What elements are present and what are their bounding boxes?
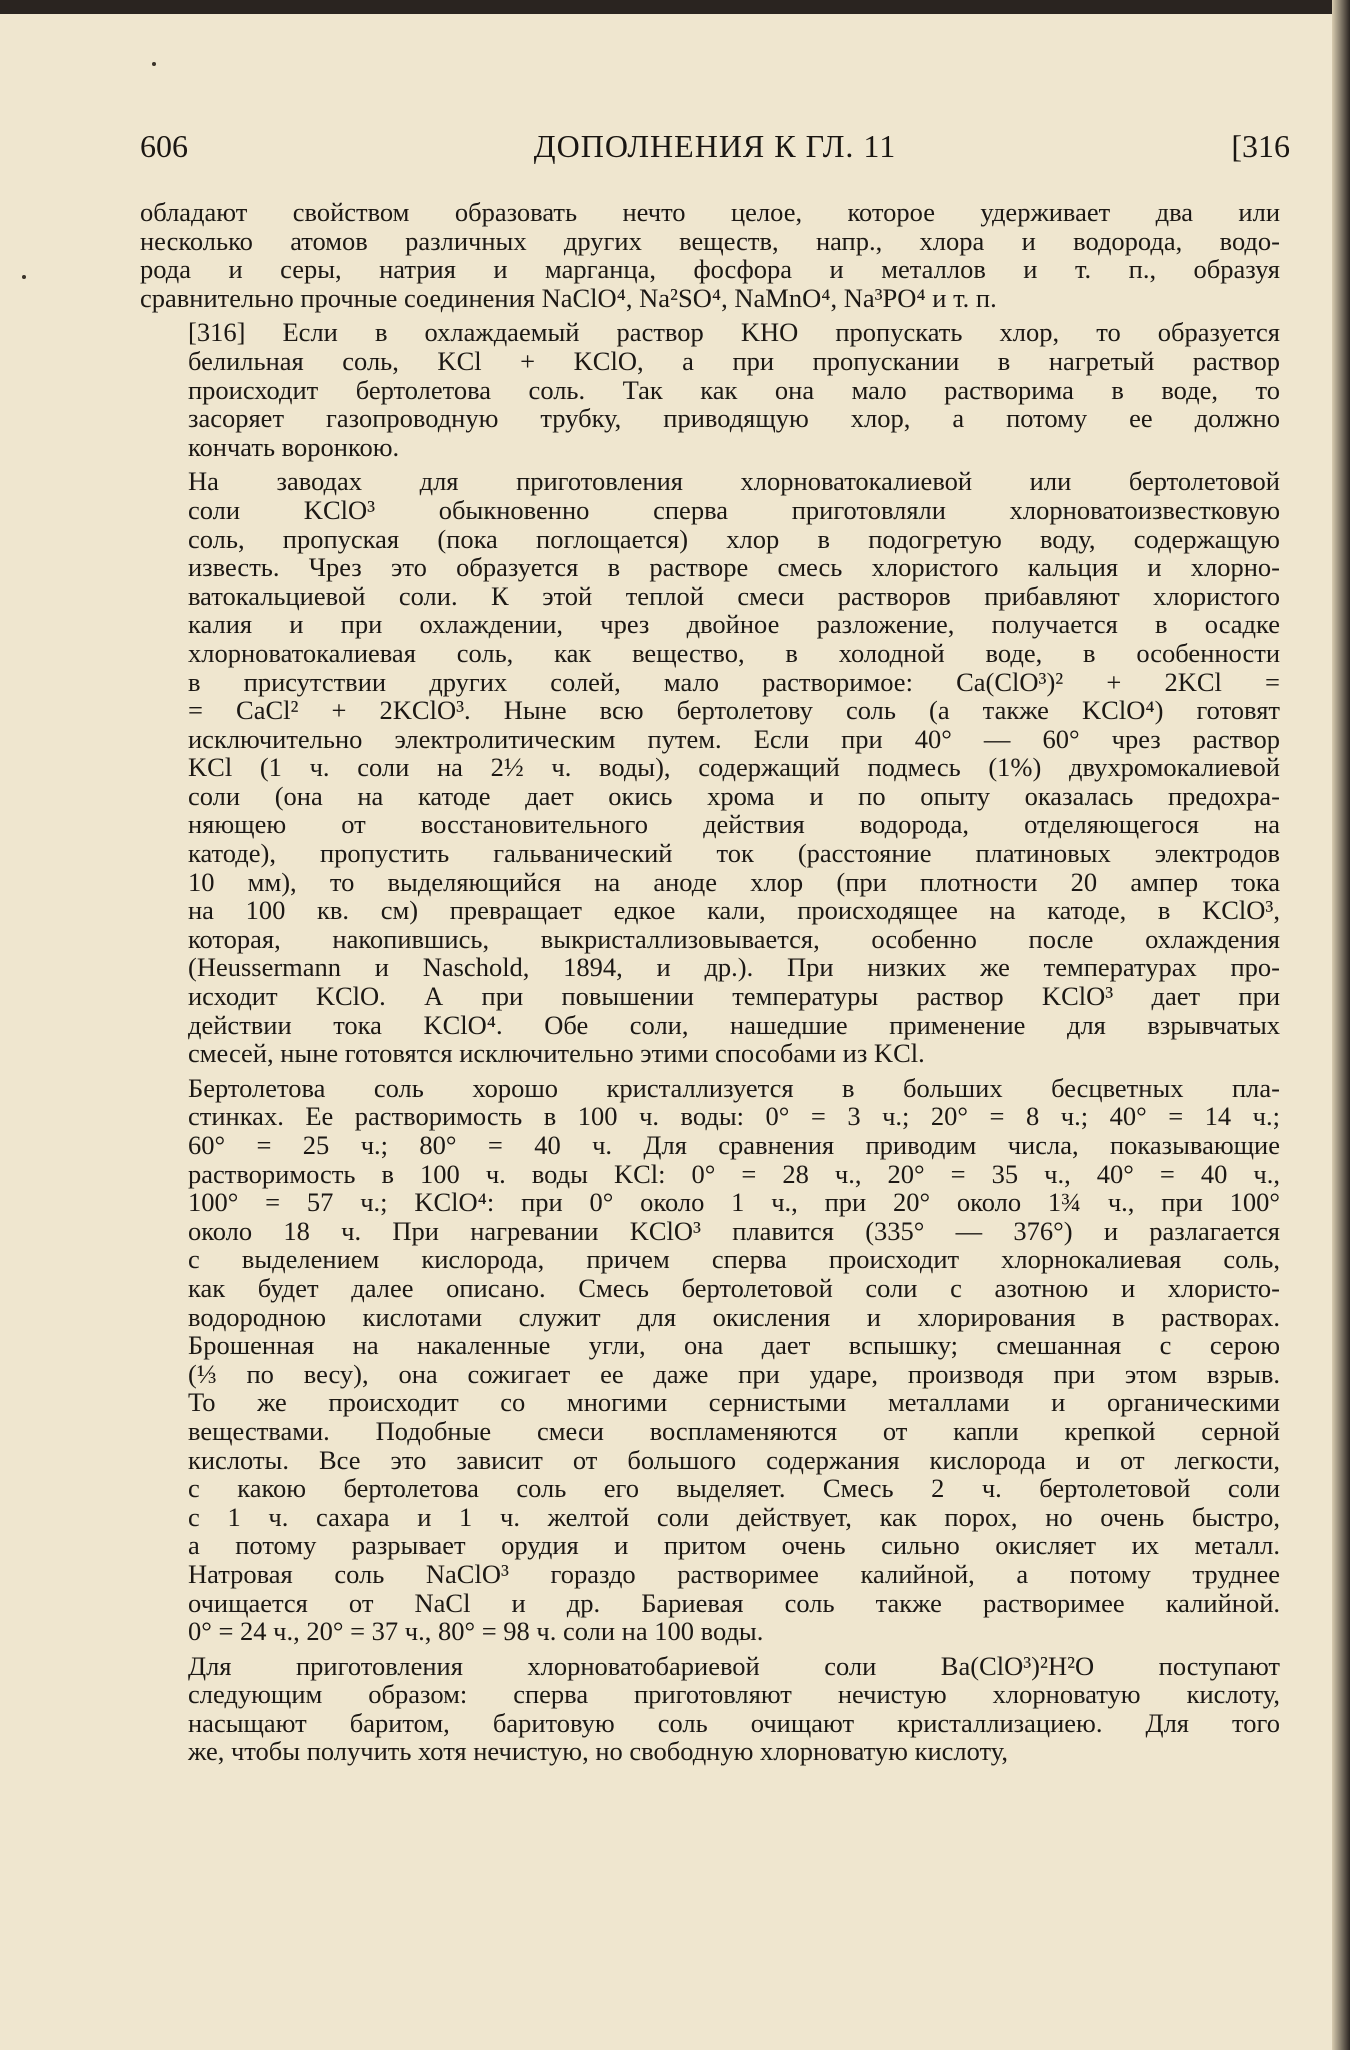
text-line: ватокальциевой соли. К этой теплой смеси растворов прибавляют хлористого (188, 580, 1280, 611)
text-line: кислоты. Все это зависит от большого содержания кислорода и от легкости, (188, 1444, 1280, 1475)
text-line: стинках. Ее растворимость в 100 ч. воды: 0° = 3 ч.; 20° = 8 ч.; 40° = 14 ч.; (188, 1101, 1280, 1132)
text-line: следующим образом: сперва приготовляют нечистую хлорноватую кислоту, (188, 1679, 1280, 1710)
text-line: 100° = 57 ч.; KClO⁴: при 0° около 1 ч., при 20° около 1¾ ч., при 100° (188, 1187, 1280, 1218)
text-line: [316] Если в охлаждаемый раствор KHO пропускать хлор, то образуется (188, 317, 1280, 348)
paragraph (140, 1652, 1280, 1766)
text-line: с какою бертолетова соль его выделяет. Смесь 2 ч. бертолетовой соли (188, 1473, 1280, 1504)
text-line: смесей, ныне готовятся исключительно этими способами из KCl. (188, 1038, 925, 1069)
text-line: рода и серы, натрия и марганца, фосфора и металлов и т. п., образуя (140, 254, 1280, 285)
chapter-title: ДОПОЛНЕНИЯ К ГЛ. 11 (533, 128, 897, 164)
running-header (140, 128, 1290, 168)
text-line: катоде), пропустить гальванический ток (расстояние платиновых электродов (188, 838, 1280, 869)
text-line: 10 мм), то выделяющийся на аноде хлор (при плотности 20 ампер тока (188, 866, 1280, 897)
text-line: насыщают баритом, баритовую соль очищают кристаллизациею. Для того (188, 1707, 1280, 1738)
text-line: соли (она на катоде дает окись хрома и по опыту оказалась предохра- (188, 780, 1280, 811)
text-line: а потому разрывает орудия и притом очень сильно окисляет их металл. (188, 1530, 1280, 1561)
text-line: обладают свойством образовать нечто целое, которое удерживает два или (140, 197, 1280, 227)
paragraph (140, 318, 1280, 461)
text-line: Бертолетова соль хорошо кристаллизуется в больших бесцветных пла- (188, 1072, 1280, 1103)
text-line: исходит KClO. А при повышении температуры раствор KClO³ дает при (188, 981, 1280, 1012)
text-line: Для приготовления хлорноватобариевой соли Ba(ClO³)²H²O поступают (188, 1650, 1280, 1681)
text-line: очищается от NaCl и др. Бариевая соль также растворимее калийной. (188, 1587, 1280, 1618)
body-text (140, 198, 1280, 1766)
text-line: 60° = 25 ч.; 80° = 40 ч. Для сравнения приводим числа, показывающие (188, 1130, 1280, 1160)
text-line: На заводах для приготовления хлорноватокалиевой или бертолетовой (188, 466, 1280, 497)
text-line: в присутствии других солей, мало растворимое: Ca(ClO³)² + 2KCl = (188, 666, 1280, 697)
note-reference: [316 (1231, 128, 1290, 164)
scan-border-right (1332, 0, 1350, 2050)
print-speck (152, 62, 156, 66)
text-line: соли KClO³ обыкновенно сперва приготовляли хлорноватоизвестковую (188, 494, 1280, 525)
text-line: как будет далее описано. Смесь бертолетовой соли с азотною и хлористо- (188, 1272, 1280, 1303)
print-speck (22, 275, 26, 279)
text-line: действии тока KClO⁴. Обе соли, нашедшие применение для взрывчатых (188, 1009, 1280, 1040)
text-line: хлорноватокалиевая соль, как вещество, в холодной воде, в особенности (188, 637, 1280, 668)
text-line: белильная соль, KCl + KClO, а при пропускании в нагретый раствор (188, 345, 1280, 376)
text-line: Натровая соль NaClO³ гораздо растворимее калийной, а потому труднее (188, 1558, 1280, 1589)
text-line: KCl (1 ч. соли на 2½ ч. воды), содержащий подмесь (1%) двухромокалиевой (188, 752, 1280, 783)
text-line: же, чтобы получить хотя нечистую, но свободную хлорноватую кислоту, (188, 1736, 1008, 1767)
text-line: которая, накопившись, выкристаллизовывается, особенно после охлаждения (188, 923, 1280, 954)
text-line: на 100 кв. см) превращает едкое кали, происходящее на катоде, в KClO³, (188, 895, 1280, 926)
paragraph (140, 1074, 1280, 1646)
text-line: растворимость в 100 ч. воды KCl: 0° = 28 ч., 20° = 35 ч., 40° = 40 ч., (188, 1158, 1280, 1189)
text-line: = CaCl² + 2KClO³. Ныне всю бертолетову соль (а также KClO⁴) готовят (188, 695, 1280, 726)
scan-border-top (0, 0, 1350, 14)
text-line: 0° = 24 ч., 20° = 37 ч., 80° = 98 ч. соли на 100 воды. (188, 1616, 764, 1647)
text-line: известь. Чрез это образуется в растворе смесь хлористого кальция и хлорно- (188, 552, 1280, 583)
text-line: соль, пропуская (пока поглощается) хлор в подогретую воду, содержащую (188, 523, 1280, 554)
text-line: няющею от восстановительного действия водорода, отделяющегося на (188, 809, 1280, 840)
text-line: водородною кислотами служит для окисления и хлорирования в растворах. (188, 1301, 1280, 1332)
text-line: с 1 ч. сахара и 1 ч. желтой соли действует, как порох, но очень быстро, (188, 1501, 1280, 1532)
text-line: засоряет газопроводную трубку, приводящую хлор, а потому ее должно (188, 403, 1280, 434)
paragraph (140, 467, 1280, 1067)
text-line: (Heussermann и Naschold, 1894, и др.). При низких же температурах про- (188, 952, 1280, 983)
text-line: сравнительно прочные соединения NaClO⁴, Na²SO⁴, NaMnO⁴, Na³PO⁴ и т. п. (140, 282, 997, 313)
paragraph (140, 198, 1280, 312)
text-line: Брошенная на накаленные угли, она дает вспышку; смешанная с серою (188, 1330, 1280, 1361)
text-line: веществами. Подобные смеси воспламеняются от капли крепкой серной (188, 1415, 1280, 1446)
text-line: происходит бертолетова соль. Так как она мало растворима в воде, то (188, 374, 1280, 405)
text-line: несколько атомов различных других веществ, напр., хлора и водорода, водо- (140, 225, 1280, 256)
text-line: То же происходит со многими сернистыми металлами и органическими (188, 1387, 1280, 1418)
text-line: калия и при охлаждении, чрез двойное разложение, получается в осадке (188, 609, 1280, 640)
text-line: с выделением кислорода, причем сперва происходит хлорнокалиевая соль, (188, 1244, 1280, 1275)
text-line: (⅓ по весу), она сожигает ее даже при ударе, производя при этом взрыв. (188, 1358, 1280, 1389)
text-line: кончать воронкою. (188, 431, 400, 462)
text-line: исключительно электролитическим путем. Если при 40° — 60° чрез раствор (188, 723, 1280, 754)
page-number: 606 (140, 128, 188, 164)
text-line: около 18 ч. При нагревании KClO³ плавится (335° — 376°) и разлагается (188, 1215, 1280, 1246)
